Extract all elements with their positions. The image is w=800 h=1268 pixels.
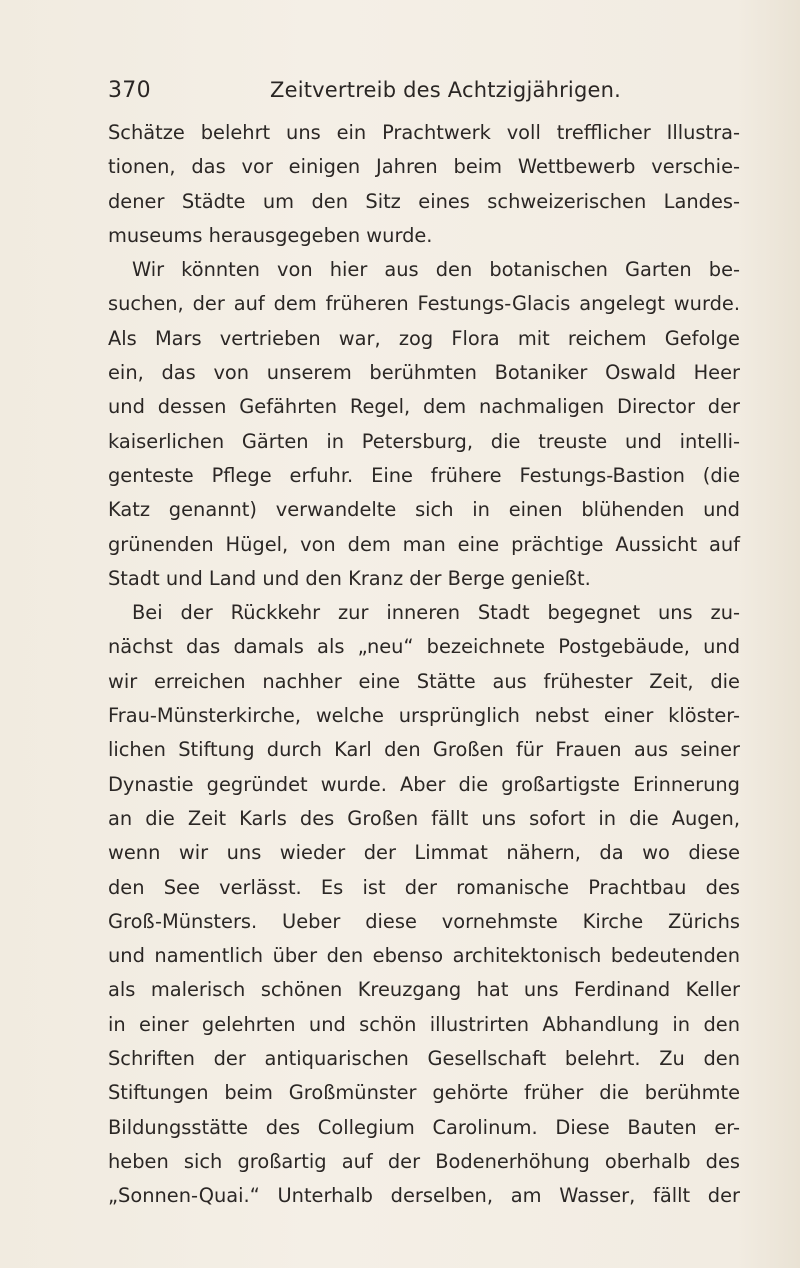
text-line: lichen Stiftung durch Karl den Großen für Frauen aus seiner <box>108 738 740 762</box>
text-line: museums herausgegeben wurde. <box>108 223 433 247</box>
text-line: tionen, das vor einigen Jahren beim Wettbewerb verschie- <box>108 155 740 179</box>
text-line: Groß-Münsters. Ueber diese vornehmste Kirche Zürichs <box>108 909 740 933</box>
text-line: „Sonnen-Quai.“ Unterhalb derselben, am Wasser, fällt der <box>108 1184 740 1208</box>
text-line: heben sich großartig auf der Bodenerhöhung oberhalb des <box>108 1149 740 1173</box>
text-line: Als Mars vertrieben war, zog Flora mit reichem Gefolge <box>108 326 740 350</box>
text-line: Schriften der antiquarischen Gesellschaft belehrt. Zu den <box>108 1047 740 1071</box>
text-line: Frau-Münsterkirche, welche ursprünglich nebst einer klöster- <box>108 704 740 728</box>
text-line: Bei der Rückkehr zur inneren Stadt begegnet uns zu- <box>132 601 740 625</box>
text-line: als malerisch schönen Kreuzgang hat uns Ferdinand Keller <box>108 978 740 1002</box>
page-number: 370 <box>108 78 151 103</box>
text-line: wir erreichen nachher eine Stätte aus frühester Zeit, die <box>108 669 740 693</box>
text-line: nächst das damals als „neu“ bezeichnete Postgebäude, und <box>108 635 740 659</box>
text-line: in einer gelehrten und schön illustrirten Abhandlung in den <box>108 1012 740 1036</box>
text-line: den See verlässt. Es ist der romanische Prachtbau des <box>108 875 740 899</box>
text-line: an die Zeit Karls des Großen fällt uns sofort in die Augen, <box>108 806 740 830</box>
text-line: Katz genannt) verwandelte sich in einen blühenden und <box>108 498 740 522</box>
text-line: suchen, der auf dem früheren Festungs-Glacis angelegt wurde. <box>108 292 740 316</box>
page-header <box>108 78 668 108</box>
body-text <box>108 116 740 1214</box>
text-line: ein, das von unserem berühmten Botaniker Oswald Heer <box>108 361 740 385</box>
text-line: dener Städte um den Sitz eines schweizerischen Landes- <box>108 189 740 213</box>
text-line: und namentlich über den ebenso architektonisch bedeutenden <box>108 944 740 968</box>
text-line: Bildungsstätte des Collegium Carolinum. Diese Bauten er- <box>108 1115 740 1139</box>
text-line: kaiserlichen Gärten in Petersburg, die treuste und intelli- <box>108 429 740 453</box>
text-line: genteste Pflege erfuhr. Eine frühere Festungs-Bastion (die <box>108 463 740 487</box>
running-title: Zeitvertreib des Achtzigjährigen. <box>270 78 621 102</box>
text-line: wenn wir uns wieder der Limmat nähern, da wo diese <box>108 841 740 865</box>
text-line: grünenden Hügel, von dem man eine prächtige Aussicht auf <box>108 532 740 556</box>
text-line: Stadt und Land und den Kranz der Berge genießt. <box>108 566 591 590</box>
text-line: Stiftungen beim Großmünster gehörte früher die berühmte <box>108 1081 740 1105</box>
text-line: Dynastie gegründet wurde. Aber die großartigste Erinnerung <box>108 772 740 796</box>
text-line: Wir könnten von hier aus den botanischen Garten be- <box>132 258 740 282</box>
text-line: und dessen Gefährten Regel, dem nachmaligen Director der <box>108 395 740 419</box>
text-line: Schätze belehrt uns ein Prachtwerk voll trefflicher Illustra- <box>108 121 740 144</box>
